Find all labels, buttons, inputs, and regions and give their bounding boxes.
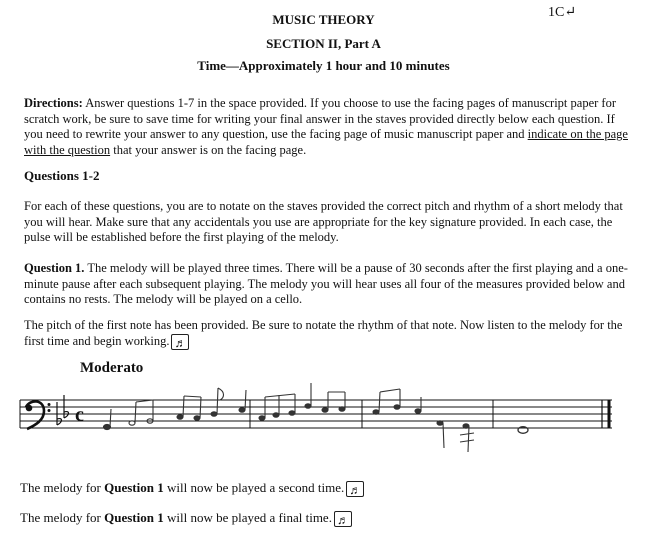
- cd-track-icon: ♬: [334, 511, 352, 527]
- directions-label: Directions:: [24, 96, 83, 110]
- handwritten-notes: [104, 383, 529, 452]
- questions-heading: Questions 1-2: [24, 168, 100, 183]
- bass-clef-icon: [26, 401, 51, 429]
- section-title: SECTION II, Part A: [266, 36, 381, 51]
- music-staff: [0, 380, 647, 460]
- time-allotment: Time—Approximately 1 hour and 10 minutes: [197, 58, 450, 73]
- staff-lines: [20, 400, 612, 428]
- directions-text-end: that your answer is on the facing page.: [110, 142, 307, 157]
- tempo-marking: Moderato: [80, 360, 144, 376]
- question-1-paragraph: [24, 261, 634, 308]
- pitch-instruction-text: The pitch of the first note has been provided. Be sure to notate the rhythm of that note. Now listen to the melody for the first time and begin working.: [24, 318, 623, 348]
- final-playing-line: [20, 510, 352, 527]
- page-title: MUSIC THEORY: [272, 12, 375, 27]
- cd-track-icon: ♬: [346, 481, 364, 497]
- pitch-instruction: [24, 318, 634, 350]
- question-1-text: The melody will be played three times. There will be a pause of 30 seconds after the first playing and a one-minute pause after each subsequent playing. The melody you will hear uses all four of the measures provided below and contains no rests. The melody will be played on a cello.: [24, 261, 628, 306]
- second-playing-question: Question 1: [104, 480, 164, 495]
- cd-track-icon: ♬: [171, 334, 189, 350]
- directions-paragraph: [24, 96, 634, 158]
- directions-text: Answer questions 1-7 in the space provided. If you choose to use the facing pages of manuscript paper for scratch work, be sure to save time for writing your final answer in the staves provided directly below each question. If you need to rewrite your answer to any question, use the facing page of music manuscript paper and: [24, 96, 616, 141]
- page-code: 1C↵: [548, 5, 577, 20]
- second-playing-post: will now be played a second time.: [163, 480, 345, 495]
- second-playing-pre: The melody for: [20, 480, 105, 495]
- common-time-signature: c: [75, 404, 84, 426]
- final-playing-post: will now be played a final time.: [163, 510, 332, 525]
- question-1-label: Question 1.: [24, 261, 85, 275]
- directions-underlined: indicate on the page with the question: [24, 127, 628, 157]
- final-playing-pre: The melody for: [20, 510, 105, 525]
- second-playing-line: [20, 480, 364, 497]
- final-playing-question: Question 1: [104, 510, 164, 525]
- intro-paragraph: For each of these questions, you are to notate on the staves provided the correct pitch and rhythm of a short melody that you will hear. Make sure that any accidentals you use are appropriate for the key signature provided. In each case, the pulse will be established before the first playing of the melody.: [24, 199, 623, 244]
